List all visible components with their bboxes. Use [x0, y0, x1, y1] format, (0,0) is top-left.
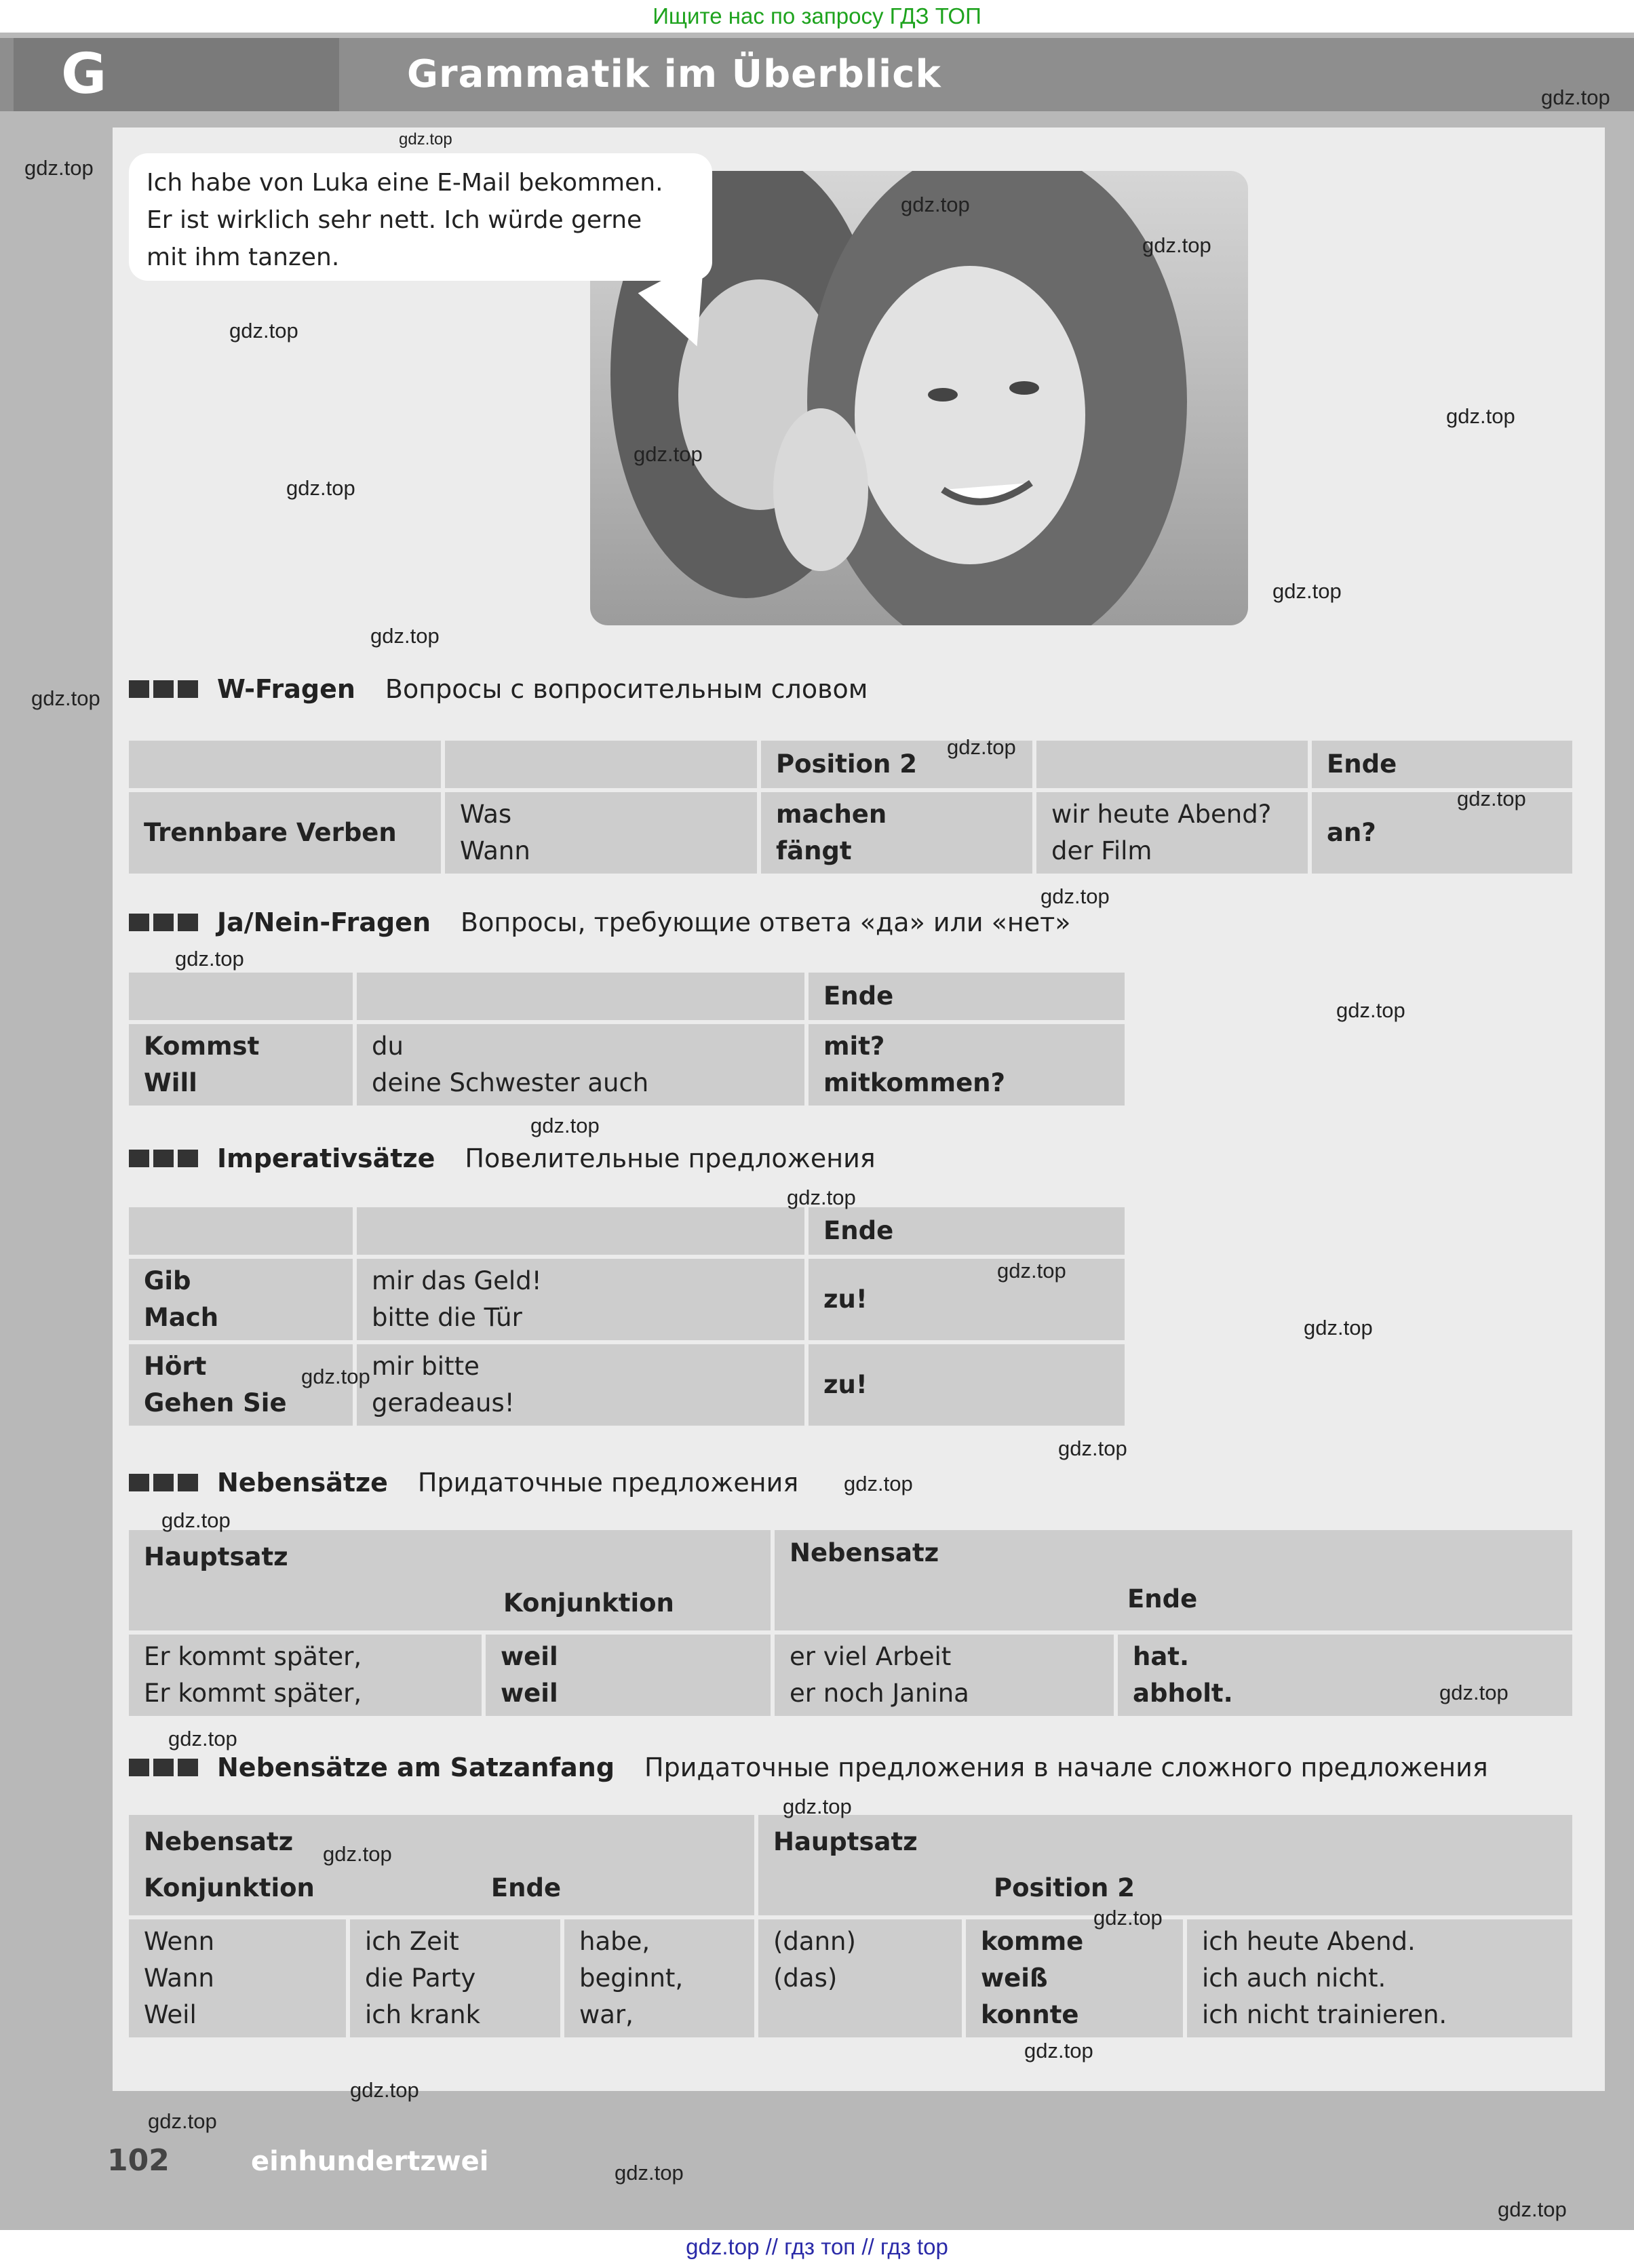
section-title: Imperativsätze — [217, 1143, 435, 1173]
section-subtitle: Повелительные предложения — [465, 1143, 876, 1173]
header-label: Position 2 — [994, 1873, 1135, 1902]
watermark: gdz.top — [399, 130, 452, 149]
table-header-cell — [445, 741, 757, 788]
watermark: gdz.top — [1446, 404, 1515, 428]
bullet-square-icon — [178, 1759, 198, 1776]
cell-line: Will — [144, 1068, 197, 1097]
table-cell — [1187, 1919, 1572, 2037]
cell-line: ich nicht trainieren. — [1202, 2000, 1447, 2029]
cell-line: komme — [981, 1927, 1084, 1956]
cell-line: du — [372, 1032, 404, 1061]
watermark: gdz.top — [1040, 884, 1110, 908]
table-cell — [761, 792, 1032, 874]
cell-line: machen — [776, 800, 887, 829]
watermark: gdz.top — [783, 1795, 852, 1818]
cell-line: wir heute Abend? — [1051, 800, 1272, 829]
cell-line: Wann — [144, 1963, 214, 1993]
table-cell — [350, 1919, 560, 2037]
header-label: Nebensatz — [775, 1530, 1572, 1576]
section-subtitle: Вопросы, требующие ответа «да» или «нет» — [461, 907, 1071, 937]
page-header — [0, 38, 1634, 111]
watermark: gdz.top — [1336, 998, 1405, 1022]
table-header-cell: Ende — [809, 973, 1125, 1020]
table-header-cell: Ende — [809, 1207, 1125, 1255]
table-cell — [564, 1919, 754, 2037]
table-cell — [129, 1919, 346, 2037]
table-cell — [357, 1259, 804, 1340]
table-header-cell — [357, 973, 804, 1020]
cell-line: er viel Arbeit — [790, 1642, 952, 1671]
watermark: gdz.top — [161, 1508, 231, 1532]
bullet-square-icon — [129, 1759, 149, 1776]
cell-line: beginnt, — [579, 1963, 684, 1993]
bullet-square-icon — [129, 914, 149, 931]
cell-line: ich auch nicht. — [1202, 1963, 1386, 1993]
header-label: Ende — [490, 1873, 562, 1902]
row-label: Trennbare Verben — [129, 792, 441, 874]
section-subtitle: Придаточные предложения — [417, 1468, 799, 1498]
watermark: gdz.top — [350, 2078, 419, 2102]
cell-line: deine Schwester auch — [372, 1068, 649, 1097]
cell-line: die Party — [365, 1963, 476, 1993]
cell-line: Was — [460, 800, 512, 829]
table-cell — [775, 1635, 1114, 1716]
table-cell — [445, 792, 757, 874]
cell-line: er noch Janina — [790, 1679, 969, 1708]
cell-line: war, — [579, 2000, 634, 2029]
table-header-cell — [1036, 741, 1308, 788]
cell-line: an? — [1327, 818, 1376, 847]
table-cell — [129, 1259, 353, 1340]
top-banner[interactable]: Ищите нас по запросу ГДЗ ТОП — [653, 3, 981, 28]
table-header-cell — [129, 1207, 353, 1255]
watermark: gdz.top — [787, 1186, 856, 1209]
watermark: gdz.top — [634, 442, 703, 466]
header-label: Hauptsatz — [144, 1542, 288, 1571]
watermark: gdz.top — [844, 1472, 913, 1495]
bullet-square-icon — [153, 1150, 174, 1167]
watermark: gdz.top — [1272, 579, 1342, 603]
section-heading-nebensaetze — [129, 1468, 798, 1498]
table-cell — [129, 1024, 353, 1106]
imperativ-table — [125, 1203, 1129, 1430]
cell-line: Weil — [144, 2000, 197, 2029]
bullet-square-icon — [178, 914, 198, 931]
header-label: Nebensatz — [144, 1827, 294, 1856]
cell-line: Hört — [144, 1352, 207, 1381]
watermark: gdz.top — [323, 1842, 392, 1866]
header-label: Ende — [1127, 1584, 1198, 1614]
cell-line: habe, — [579, 1927, 650, 1956]
watermark: gdz.top — [1304, 1316, 1373, 1340]
table-cell — [758, 1919, 962, 2037]
table-cell — [129, 1635, 482, 1716]
cell-line: Gehen Sie — [144, 1388, 287, 1418]
watermark: gdz.top — [229, 319, 298, 343]
cell-line: weil — [501, 1642, 558, 1671]
speech-bubble — [129, 153, 712, 281]
cell-line: Mach — [144, 1303, 219, 1332]
watermark: gdz.top — [901, 193, 970, 216]
bullet-square-icon — [129, 680, 149, 698]
cell-line: der Film — [1051, 836, 1152, 865]
table-cell — [809, 1024, 1125, 1106]
cell-line: weiß — [981, 1963, 1048, 1993]
watermark: gdz.top — [1498, 2197, 1567, 2221]
section-title: W-Fragen — [217, 674, 355, 704]
table-cell — [357, 1344, 804, 1426]
section-subtitle: Вопросы с вопросительным словом — [385, 674, 868, 704]
cell-line: Wenn — [144, 1927, 215, 1956]
nebensaetze-table — [125, 1526, 1576, 1720]
bubble-line: Er ist wirklich sehr nett. Ich würde gerne — [147, 206, 642, 234]
cell-line: mir das Geld! — [372, 1266, 542, 1295]
ja-nein-table — [125, 969, 1129, 1110]
cell-line: (dann) — [773, 1927, 856, 1956]
w-fragen-table — [125, 737, 1576, 878]
cell-line: bitte die Tür — [372, 1303, 522, 1332]
header-label: Konjunktion — [144, 1873, 315, 1902]
header-label: Konjunktion — [503, 1588, 674, 1618]
bottom-banner[interactable]: gdz.top // гдз топ // гдз top — [686, 2234, 948, 2259]
watermark: gdz.top — [31, 686, 100, 710]
watermark: gdz.top — [1058, 1436, 1127, 1460]
bullet-square-icon — [153, 680, 174, 698]
cell-line: Kommst — [144, 1032, 260, 1061]
watermark: gdz.top — [615, 2161, 684, 2185]
table-header-cell — [129, 973, 353, 1020]
table-cell — [357, 1024, 804, 1106]
watermark: gdz.top — [1142, 233, 1211, 257]
page-number: 102 — [107, 2143, 170, 2178]
bullet-square-icon — [153, 1759, 174, 1776]
cell-line: ich heute Abend. — [1202, 1927, 1416, 1956]
cell-line: Wann — [460, 836, 530, 865]
cell-line: mitkommen? — [823, 1068, 1005, 1097]
table-cell — [966, 1919, 1183, 2037]
bullet-square-icon — [178, 1150, 198, 1167]
watermark: gdz.top — [1439, 1681, 1509, 1704]
section-heading-ja-nein-fragen — [129, 907, 1071, 937]
watermark: gdz.top — [1024, 2039, 1093, 2062]
cell-line: (das) — [773, 1963, 838, 1993]
watermark: gdz.top — [24, 156, 94, 180]
cell-line: mir bitte — [372, 1352, 480, 1381]
table-header-cell — [129, 1815, 754, 1915]
cell-line: hat. — [1133, 1642, 1190, 1671]
watermark: gdz.top — [997, 1259, 1066, 1283]
section-title: Nebensätze — [217, 1468, 388, 1498]
header-label-row — [144, 1865, 739, 1911]
table-cell — [486, 1635, 771, 1716]
cell-line: fängt — [776, 836, 852, 865]
cell-line: Er kommt später, — [144, 1642, 362, 1671]
section-title: Nebensätze am Satzanfang — [217, 1753, 615, 1782]
watermark: gdz.top — [175, 947, 244, 971]
bullet-square-icon — [178, 680, 198, 698]
cell-line: weil — [501, 1679, 558, 1708]
section-title: Ja/Nein-Fragen — [217, 907, 431, 937]
table-header-cell — [129, 1530, 771, 1630]
watermark: gdz.top — [1457, 787, 1526, 810]
table-header-cell: Position 2 — [761, 741, 1032, 788]
header-label: Hauptsatz — [773, 1827, 918, 1856]
cell-line: Er kommt später, — [144, 1679, 362, 1708]
bubble-line: Ich habe von Luka eine E-Mail bekommen. — [147, 169, 663, 197]
watermark: gdz.top — [370, 624, 440, 648]
table-cell — [1036, 792, 1308, 874]
cell-line: mit? — [823, 1032, 885, 1061]
bullet-square-icon — [178, 1474, 198, 1491]
cell-line: ich Zeit — [365, 1927, 459, 1956]
watermark: gdz.top — [301, 1365, 370, 1388]
bullet-square-icon — [129, 1150, 149, 1167]
bullet-square-icon — [153, 914, 174, 931]
page-number-word: einhundertzwei — [251, 2146, 489, 2177]
table-cell — [1312, 792, 1572, 874]
watermark: gdz.top — [168, 1727, 237, 1751]
bullet-square-icon — [153, 1474, 174, 1491]
table-cell: zu! — [809, 1259, 1125, 1340]
watermark: gdz.top — [530, 1114, 600, 1137]
cell-line: abholt. — [1133, 1679, 1233, 1708]
table-header-cell — [758, 1815, 1572, 1915]
watermark: gdz.top — [148, 2109, 217, 2133]
section-subtitle: Придаточные предложения в начале сложного предложения — [644, 1753, 1488, 1782]
bubble-line: mit ihm tanzen. — [147, 243, 340, 271]
bullet-square-icon — [129, 1474, 149, 1491]
table-header-cell — [357, 1207, 804, 1255]
section-heading-w-fragen — [129, 674, 868, 704]
table-header-cell: Ende — [1312, 741, 1572, 788]
cell-line: konnte — [981, 2000, 1079, 2029]
table-header-cell — [129, 741, 441, 788]
cell-line: ich krank — [365, 2000, 481, 2029]
watermark: gdz.top — [286, 476, 355, 500]
chapter-letter: G — [14, 38, 339, 111]
section-heading-imperativsaetze — [129, 1143, 876, 1173]
page-title: Grammatik im Überblick — [407, 52, 941, 96]
watermark: gdz.top — [1093, 1906, 1163, 1930]
table-header-cell — [775, 1530, 1572, 1630]
table-cell: zu! — [809, 1344, 1125, 1426]
section-heading-satzanfang — [129, 1753, 1488, 1782]
watermark: gdz.top — [1541, 85, 1610, 109]
cell-line: Gib — [144, 1266, 191, 1295]
cell-line: geradeaus! — [372, 1388, 515, 1418]
watermark: gdz.top — [947, 735, 1016, 759]
